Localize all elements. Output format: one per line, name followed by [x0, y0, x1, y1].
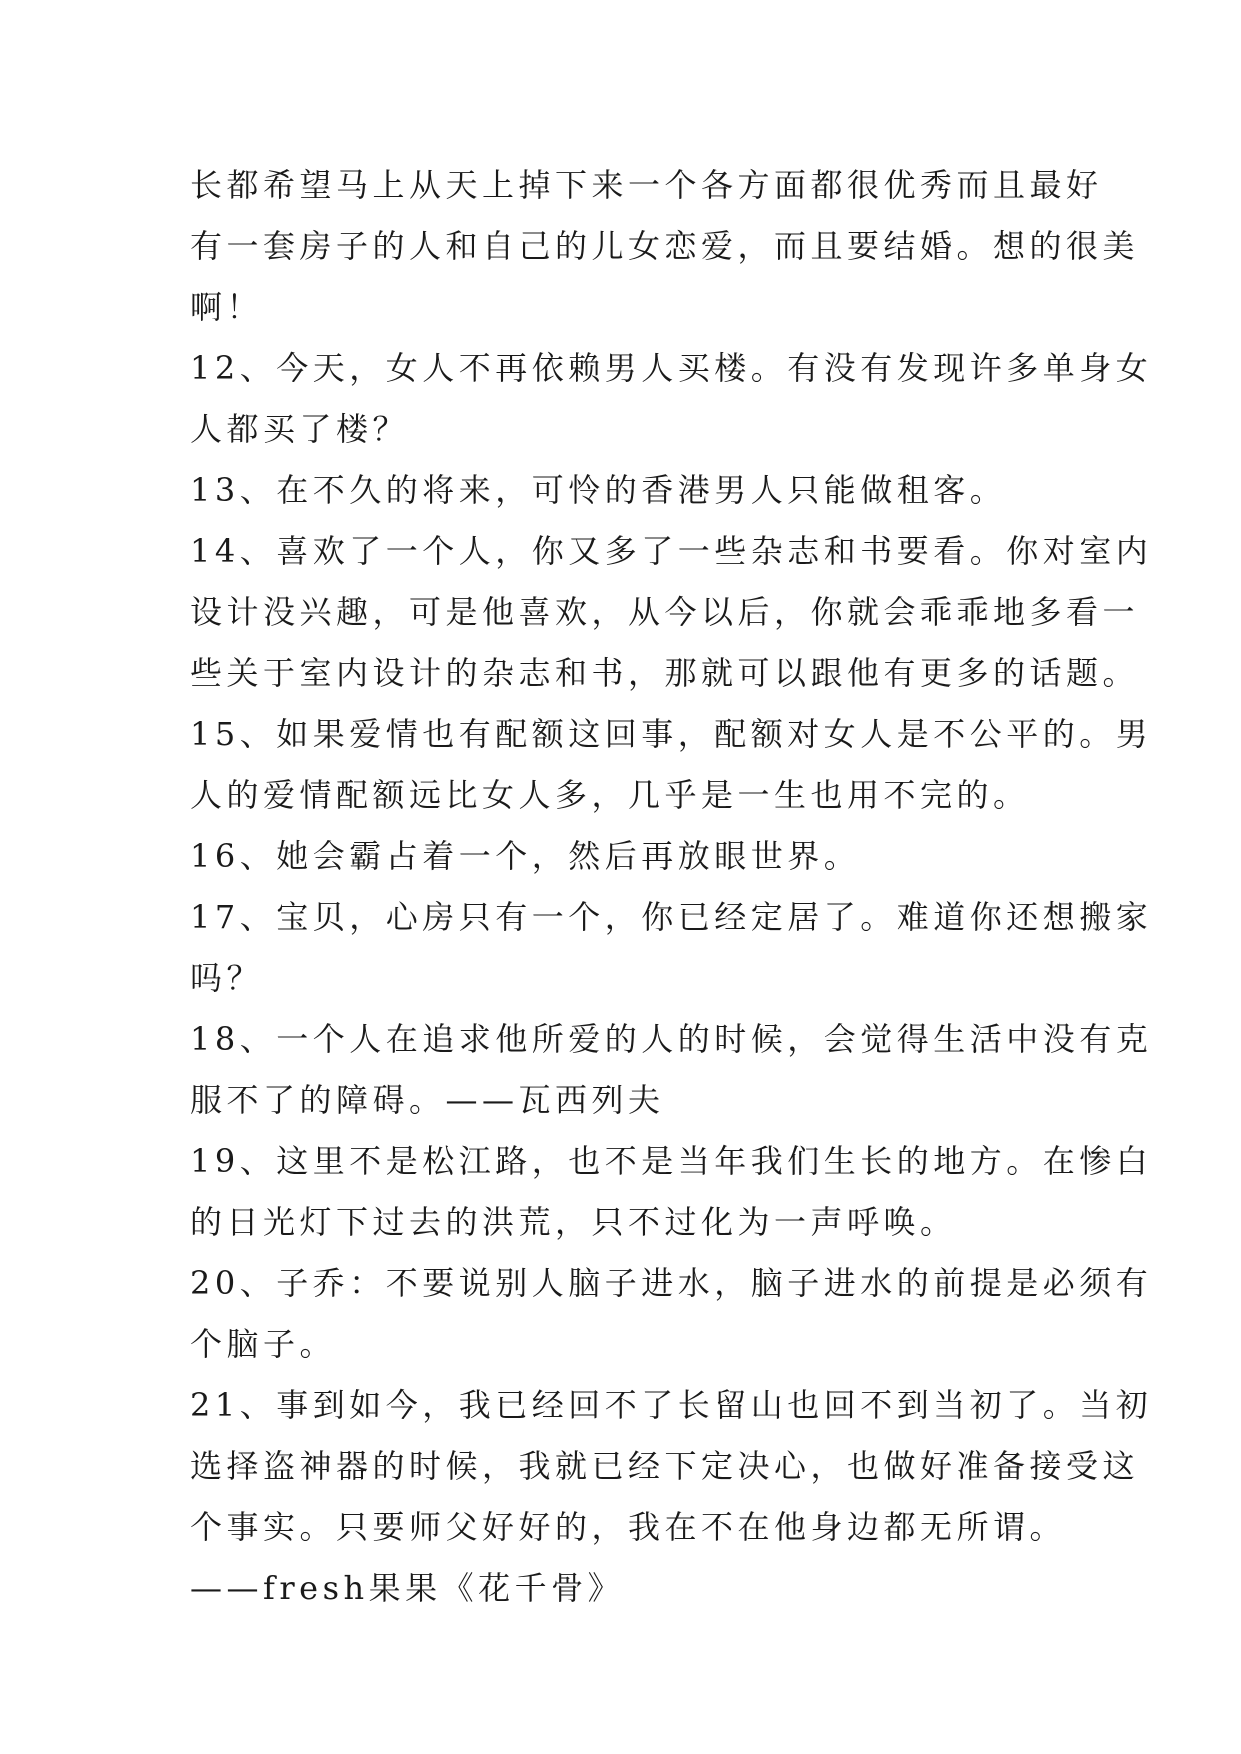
text-line: 19、这里不是松江路，也不是当年我们生长的地方。在惨白: [190, 1142, 1153, 1180]
text-line: 12、今天，女人不再依赖男人买楼。有没有发现许多单身女: [190, 349, 1153, 387]
text-line: 个事实。只要师父好好的，我在不在他身边都无所谓。: [190, 1508, 1067, 1546]
document-body: [190, 155, 1153, 1619]
text-line: 选择盗神器的时候，我就已经下定决心，也做好准备接受这: [190, 1447, 1140, 1485]
text-line: 啊！: [190, 288, 264, 326]
text-line: 设计没兴趣，可是他喜欢，从今以后，你就会乖乖地多看一: [190, 593, 1140, 631]
text-line: 吗？: [190, 959, 264, 997]
text-line: ——fresh果果《花千骨》: [190, 1569, 625, 1607]
text-line: 服不了的障碍。——瓦西列夫: [190, 1081, 665, 1119]
text-line: 人的爱情配额远比女人多，几乎是一生也用不完的。: [190, 776, 1030, 814]
text-line: 20、子乔：不要说别人脑子进水，脑子进水的前提是必须有: [190, 1264, 1153, 1302]
text-line: 人都买了楼？: [190, 410, 410, 448]
text-line: 16、她会霸占着一个，然后再放眼世界。: [190, 837, 861, 875]
text-line: 14、喜欢了一个人，你又多了一些杂志和书要看。你对室内: [190, 532, 1153, 570]
text-line: 些关于室内设计的杂志和书，那就可以跟他有更多的话题。: [190, 654, 1140, 692]
text-line: 个脑子。: [190, 1325, 337, 1363]
text-line: 13、在不久的将来，可怜的香港男人只能做租客。: [190, 471, 1007, 509]
text-line: 15、如果爱情也有配额这回事，配额对女人是不公平的。男: [190, 715, 1153, 753]
text-line: 的日光灯下过去的洪荒，只不过化为一声呼唤。: [190, 1203, 957, 1241]
text-line: 17、宝贝，心房只有一个，你已经定居了。难道你还想搬家: [190, 898, 1153, 936]
text-line: 18、一个人在追求他所爱的人的时候，会觉得生活中没有克: [190, 1020, 1153, 1058]
text-line: 21、事到如今，我已经回不了长留山也回不到当初了。当初: [190, 1386, 1153, 1424]
text-line: 长都希望马上从天上掉下来一个各方面都很优秀而且最好: [190, 166, 1103, 204]
text-line: 有一套房子的人和自己的儿女恋爱，而且要结婚。想的很美: [190, 227, 1140, 265]
